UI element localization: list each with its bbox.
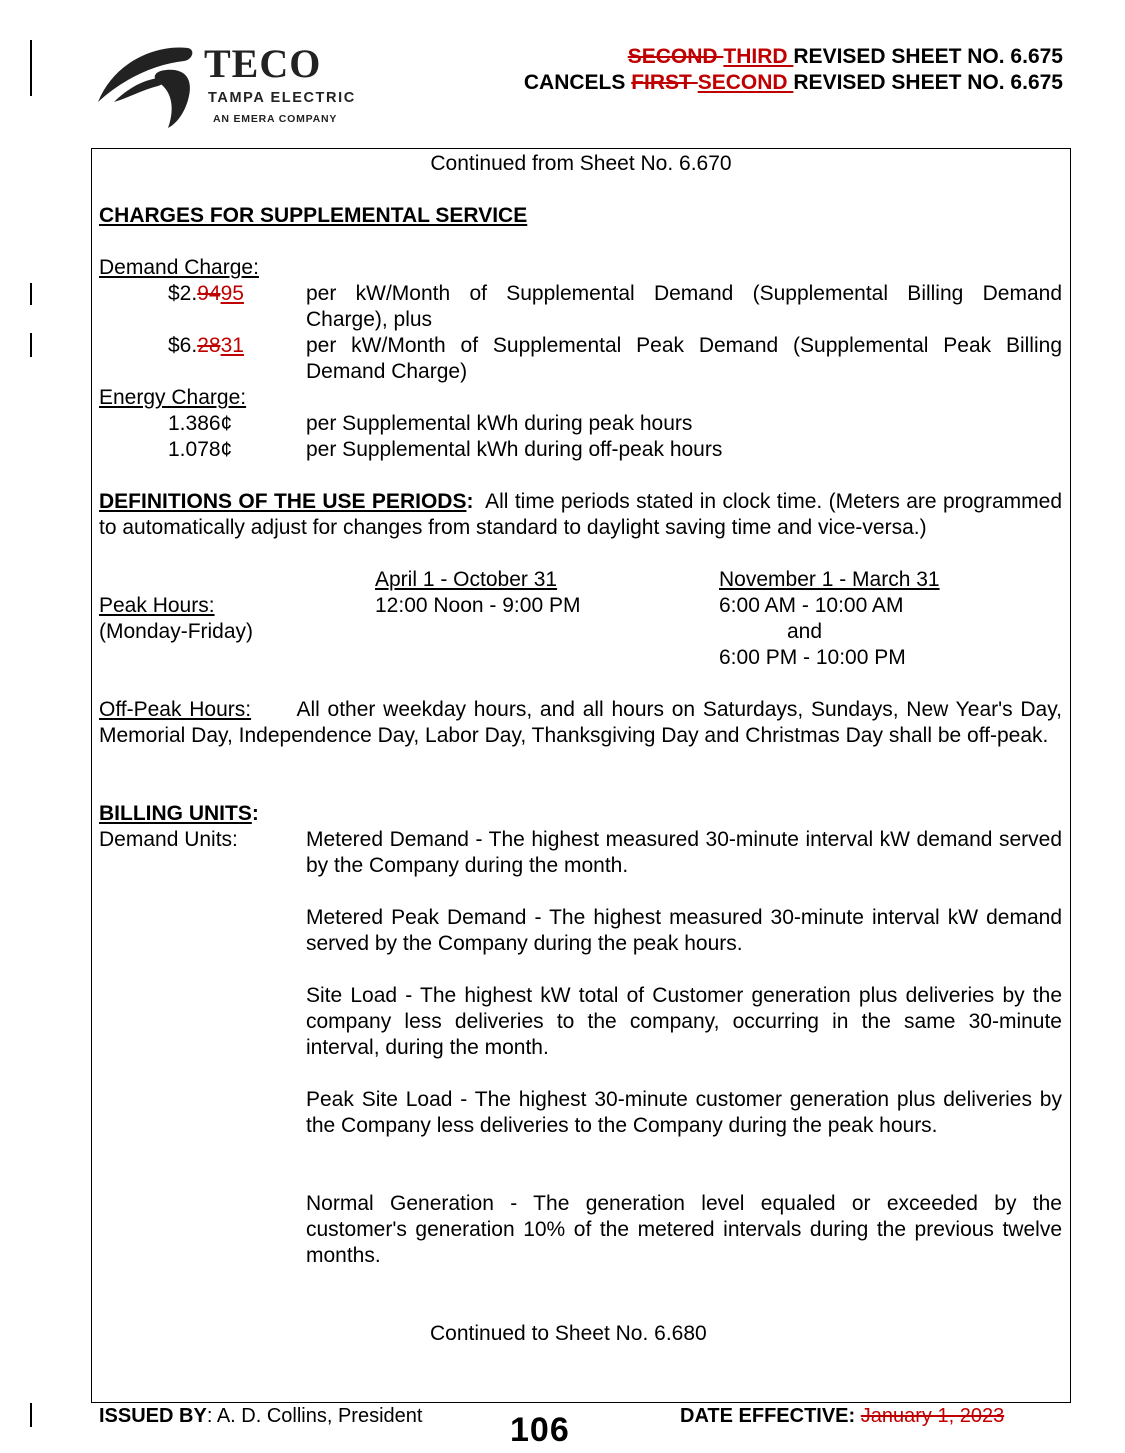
season-1-heading: April 1 - October 31 — [375, 568, 558, 591]
revision-margin-bar — [30, 283, 32, 305]
struck-text: 28 — [197, 334, 221, 357]
billing-heading-colon: : — [251, 802, 259, 825]
value-prefix: $6. — [168, 334, 198, 357]
billing-units-heading — [99, 801, 259, 827]
inserted-text: 95 — [220, 282, 244, 305]
season-2-peak-hours-morning: 6:00 AM - 10:00 AM — [719, 594, 904, 617]
sheet-number-header — [524, 44, 1063, 96]
season-2-and: and — [787, 620, 823, 643]
sheet-line-2 — [524, 70, 1063, 96]
billing-unit-item: Normal Generation - The generation level equaled or exceeded by the customer's generation 10% of the metered intervals during the previous twelve months. — [306, 1192, 1062, 1267]
page-number: 106 — [510, 1411, 570, 1449]
demand-charge-2-desc: per kW/Month of Supplemental Peak Demand (Supplemental Peak Billing — [306, 334, 1062, 357]
definitions-text: All time periods stated in clock time. (Meters are programmed to automatically adjust for changes from standard to daylight saving time and vice-versa.) — [99, 490, 1063, 539]
energy-charge-2-desc: per Supplemental kWh during off-peak hours — [306, 438, 723, 461]
billing-unit-item: Metered Demand - The highest measured 30-minute interval kW demand served by the Company during the month. — [306, 828, 1062, 877]
peak-days-label: (Monday-Friday) — [99, 620, 254, 643]
energy-charge-1-value: 1.386¢ — [168, 412, 233, 435]
energy-charge-1-desc: per Supplemental kWh during peak hours — [306, 412, 693, 435]
inserted-text: SECOND — [697, 71, 794, 94]
demand-charge-1-value — [168, 281, 244, 307]
demand-charge-2-value — [168, 333, 244, 359]
struck-date: January 1, 2023 — [860, 1405, 1005, 1427]
cancels-prefix: CANCELS — [523, 71, 632, 94]
logo-company-name: TAMPA ELECTRIC — [208, 90, 356, 106]
sheet-line-text: REVISED SHEET NO. 6.675 — [793, 71, 1063, 94]
continued-from: Continued from Sheet No. 6.670 — [430, 152, 732, 175]
season-1-peak-hours: 12:00 Noon - 9:00 PM — [375, 594, 581, 617]
billing-unit-item: Metered Peak Demand - The highest measured 30-minute interval kW demand served by the Company during the peak hours. — [306, 906, 1062, 955]
date-effective — [680, 1404, 1004, 1428]
teco-logo — [96, 40, 426, 130]
off-peak-text: All other weekday hours, and all hours on Saturdays, Sundays, New Year's Day, Memorial Day, Independence Day, Labor Day, Thanksgiving Day and Christmas Day shall be off-peak. — [99, 698, 1062, 747]
logo-tagline: AN EMERA COMPANY — [213, 113, 338, 125]
sheet-line-1 — [524, 44, 1063, 70]
demand-charge-label: Demand Charge: — [99, 256, 259, 279]
energy-charge-label: Energy Charge: — [99, 386, 247, 409]
off-peak-label: Off-Peak Hours: — [99, 698, 252, 721]
date-effective-label: DATE EFFECTIVE: — [680, 1405, 856, 1427]
demand-charge-1-desc: per kW/Month of Supplemental Demand (Supplemental Billing Demand — [306, 282, 1062, 305]
definitions-paragraph — [99, 489, 1062, 541]
definitions-colon: : — [466, 490, 474, 513]
supplemental-heading: CHARGES FOR SUPPLEMENTAL SERVICE — [99, 204, 528, 227]
inserted-text: 31 — [220, 334, 244, 357]
value-prefix: $2. — [168, 282, 198, 305]
sheet-line-text: REVISED SHEET NO. 6.675 — [793, 45, 1063, 68]
struck-text: FIRST — [631, 71, 698, 94]
logo-wordmark: TECO — [204, 41, 322, 86]
season-2-heading: November 1 - March 31 — [719, 568, 940, 591]
definitions-heading: DEFINITIONS OF THE USE PERIODS — [99, 490, 467, 513]
billing-unit-item: Site Load - The highest kW total of Customer generation plus deliveries by the company less deliveries to the company, occurring in the same 30-minute interval, during the month. — [306, 984, 1062, 1059]
issued-by — [99, 1404, 422, 1428]
teco-swoosh-icon — [96, 40, 201, 128]
issued-by-label: ISSUED BY — [99, 1405, 207, 1427]
peak-hours-label: Peak Hours: — [99, 594, 215, 617]
struck-text: 94 — [197, 282, 221, 305]
issued-by-name: : A. D. Collins, President — [206, 1405, 423, 1427]
billing-unit-item: Peak Site Load - The highest 30-minute customer generation plus deliveries by the Company less deliveries to the Company during the peak hours. — [306, 1088, 1062, 1137]
demand-charge-2-desc-cont: Demand Charge) — [306, 360, 468, 383]
off-peak-paragraph — [99, 697, 1062, 749]
season-2-peak-hours-evening: 6:00 PM - 10:00 PM — [719, 646, 906, 669]
energy-charge-2-value: 1.078¢ — [168, 438, 233, 461]
continued-to: Continued to Sheet No. 6.680 — [430, 1322, 707, 1345]
revision-margin-bar — [30, 40, 32, 96]
struck-text: SECOND — [627, 45, 724, 68]
billing-heading-text: BILLING UNITS — [99, 802, 252, 825]
inserted-text: THIRD — [723, 45, 794, 68]
revision-margin-bar — [30, 1403, 32, 1427]
demand-units-label: Demand Units: — [99, 828, 238, 851]
demand-charge-1-desc-cont: Charge), plus — [306, 308, 433, 331]
revision-margin-bar — [30, 333, 32, 357]
